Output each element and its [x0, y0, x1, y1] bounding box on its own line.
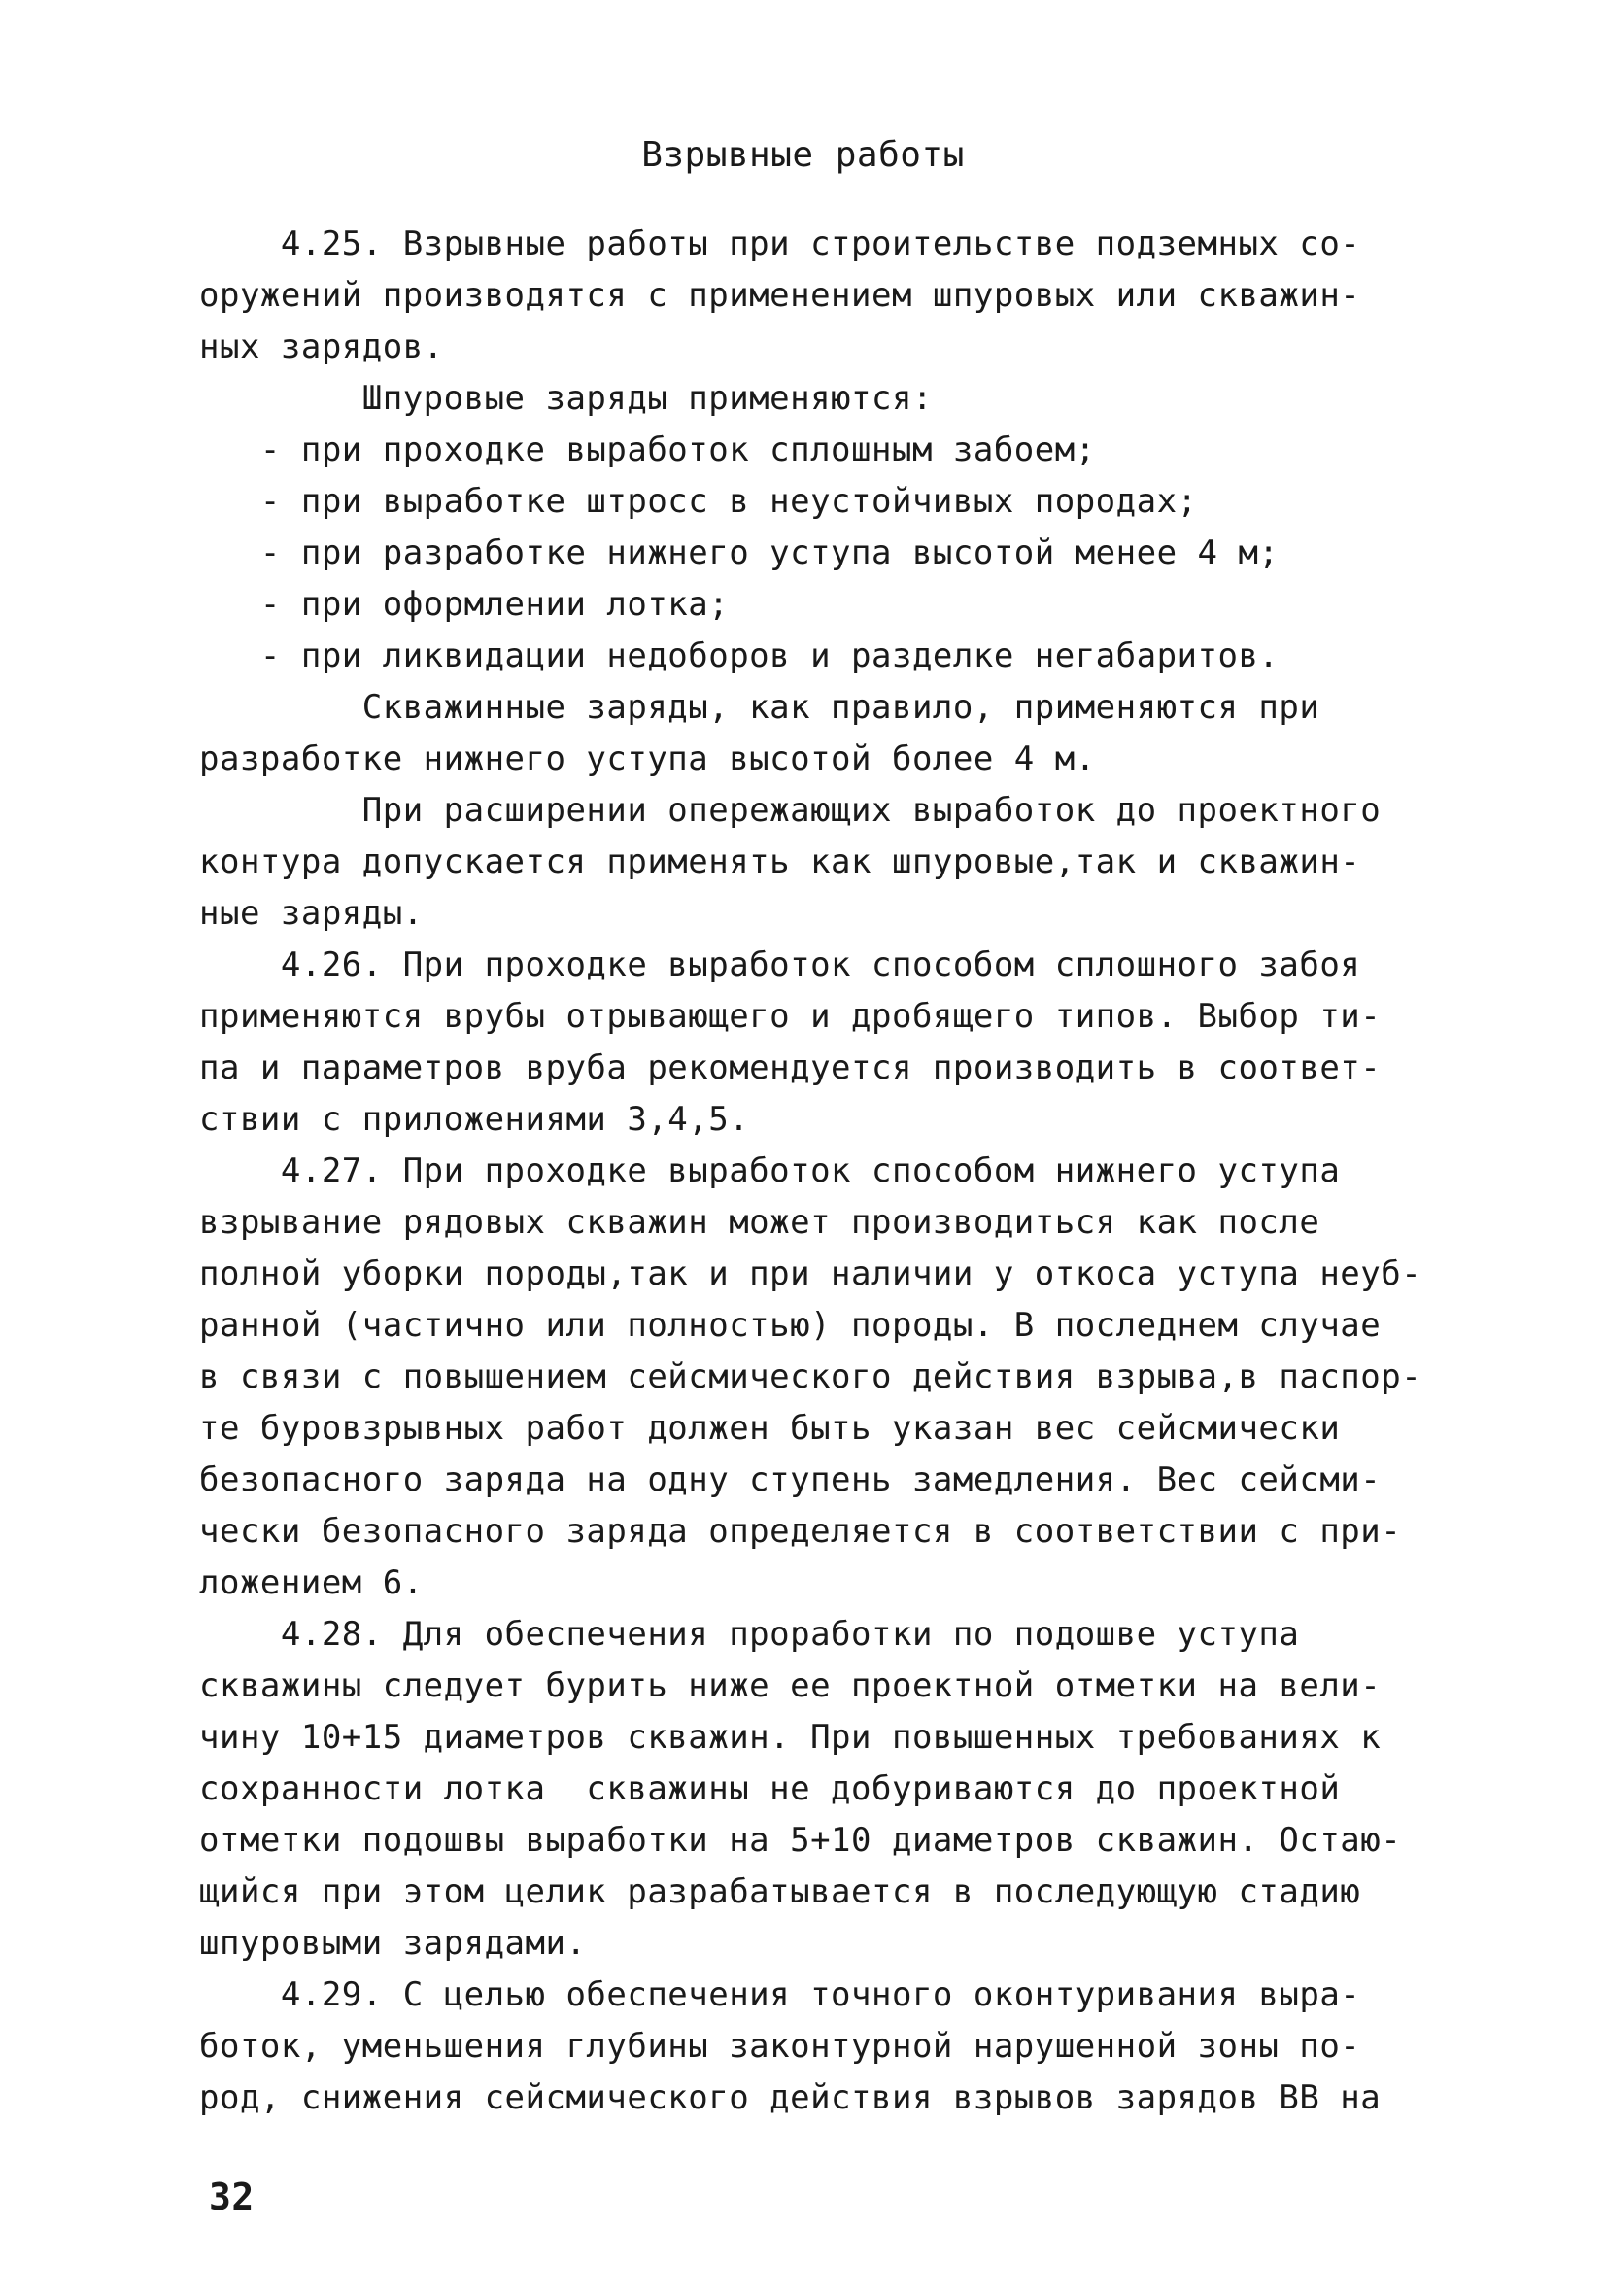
- text-line: ранной (частично или полностью) породы. В последнем случае: [199, 1306, 1382, 1345]
- body-text: [199, 219, 1422, 2124]
- text-line: щийся при этом целик разрабатывается в последующую стадию: [199, 1872, 1361, 1911]
- text-line: шпуровыми зарядами.: [199, 1924, 587, 1963]
- text-line: скважины следует бурить ниже ее проектной отметки на вели-: [199, 1666, 1382, 1705]
- text-line: При расширении опережающих выработок до проектного: [199, 791, 1382, 830]
- text-line: 4.27. При проходке выработок способом нижнего уступа: [199, 1151, 1341, 1190]
- list-item: - при проходке выработок сплошным забоем;: [199, 430, 1096, 469]
- text-line: контура допускается применять как шпуровые,так и скважин-: [199, 842, 1361, 881]
- text-line: сохранности лотка скважины не добуриваются до проектной: [199, 1769, 1341, 1808]
- text-line: Скважинные заряды, как правило, применяются при: [199, 688, 1320, 727]
- list-item: - при разработке нижнего уступа высотой менее 4 м;: [199, 533, 1280, 572]
- text-line: 4.26. При проходке выработок способом сплошного забоя: [199, 945, 1361, 984]
- text-line: применяются врубы отрывающего и дробящего типов. Выбор ти-: [199, 997, 1382, 1036]
- text-line: 4.28. Для обеспечения проработки по подошве уступа: [199, 1615, 1300, 1654]
- list-item: - при оформлении лотка;: [199, 585, 730, 624]
- text-line: боток, уменьшения глубины законтурной нарушенной зоны по-: [199, 2027, 1361, 2066]
- section-heading: Взрывные работы: [641, 135, 965, 175]
- text-line: чески безопасного заряда определяется в соответствии с при-: [199, 1512, 1402, 1551]
- page-number: 32: [209, 2176, 255, 2218]
- text-line: род, снижения сейсмического действия взрывов зарядов ВВ на: [199, 2078, 1382, 2117]
- text-line: ные заряды.: [199, 894, 424, 933]
- text-line: в связи с повышением сейсмического действия взрыва,в паспор-: [199, 1357, 1422, 1396]
- text-line: ных зарядов.: [199, 327, 444, 366]
- text-line: безопасного заряда на одну ступень замедления. Вес сейсми-: [199, 1460, 1382, 1499]
- text-line: ствии с приложениями 3,4,5.: [199, 1100, 750, 1139]
- text-line: те буровзрывных работ должен быть указан вес сейсмически: [199, 1409, 1341, 1448]
- list-item: - при выработке штросс в неустойчивых породах;: [199, 482, 1198, 521]
- text-line: взрывание рядовых скважин может производиться как после: [199, 1203, 1320, 1242]
- text-line: па и параметров вруба рекомендуется производить в соответ-: [199, 1048, 1382, 1087]
- text-line: разработке нижнего уступа высотой более 4 м.: [199, 739, 1096, 778]
- text-line: оружений производятся с применением шпуровых или скважин-: [199, 276, 1361, 315]
- text-line: чину 10+15 диаметров скважин. При повышенных требованиях к: [199, 1718, 1382, 1757]
- text-line: 4.25. Взрывные работы при строительстве подземных со-: [199, 224, 1361, 263]
- text-line: ложением 6.: [199, 1563, 424, 1602]
- text-line: отметки подошвы выработки на 5+10 диаметров скважин. Остаю-: [199, 1821, 1402, 1860]
- text-line: Шпуровые заряды применяются:: [199, 379, 933, 418]
- text-line: 4.29. С целью обеспечения точного оконтуривания выра-: [199, 1975, 1361, 2014]
- list-item: - при ликвидации недоборов и разделке негабаритов.: [199, 636, 1280, 675]
- text-line: полной уборки породы,так и при наличии у откоса уступа неуб-: [199, 1254, 1422, 1293]
